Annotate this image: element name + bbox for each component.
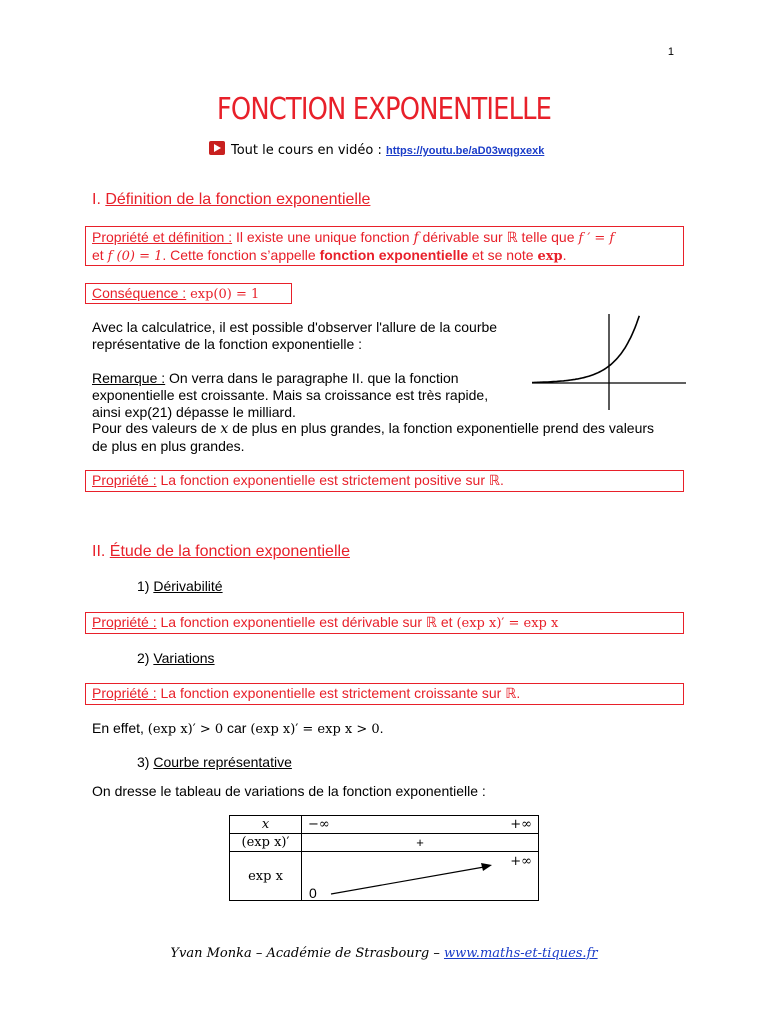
page-title: FONCTION EXPONENTIELLE bbox=[216, 92, 552, 127]
table-minus-inf: −∞ bbox=[308, 817, 330, 832]
variation-table bbox=[229, 815, 539, 901]
property-croissante-box bbox=[85, 683, 684, 705]
prop-deriv-R: ℝ bbox=[425, 614, 437, 630]
en-effet-car: car bbox=[223, 720, 251, 736]
page-number: 1 bbox=[667, 46, 674, 58]
sub3-label: Courbe représentative bbox=[153, 754, 292, 770]
play-icon[interactable] bbox=[209, 141, 225, 155]
table-x-label: x bbox=[230, 816, 302, 834]
tableau-intro: On dresse le tableau de variations de la fonction exponentielle : bbox=[92, 783, 486, 799]
video-link[interactable]: https://youtu.be/aD03wqgxexk bbox=[386, 145, 545, 157]
prop-croiss-label: Propriété : bbox=[92, 685, 157, 701]
table-func-row bbox=[302, 852, 539, 901]
prop-positive-R: ℝ bbox=[488, 472, 500, 488]
remarque-text: On verra dans le paragraphe II. que la fonction exponentielle est croissante. Mais sa croissance est très rapide, ainsi exp(21) dépasse le milliard. bbox=[92, 370, 489, 420]
prop-def-text7: . bbox=[562, 247, 567, 263]
sub1-number: 1) bbox=[137, 578, 154, 594]
prop-positive-label: Propriété : bbox=[92, 472, 157, 488]
table-start-value: 0 bbox=[309, 885, 317, 901]
prop-croiss-end: . bbox=[516, 685, 521, 701]
property-derivable-box bbox=[85, 612, 684, 634]
remarque-label: Remarque : bbox=[92, 370, 166, 386]
prop-def-eq1: f ′ = f bbox=[578, 231, 615, 246]
property-positive-box bbox=[85, 470, 684, 492]
prop-def-text1: Il existe une unique fonction bbox=[232, 229, 414, 245]
consequence-label: Conséquence : bbox=[92, 285, 187, 301]
valeurs-paragraph bbox=[92, 420, 672, 455]
section-2-number: II. bbox=[92, 543, 110, 560]
table-sign: + bbox=[302, 834, 539, 852]
en-effet-f1: (exp x)′ > 0 bbox=[147, 722, 224, 737]
consequence-formula: exp(0) = 1 bbox=[190, 287, 260, 302]
footer-text: Yvan Monka – Académie de Strasbourg – bbox=[170, 946, 444, 961]
prop-def-text3: telle que bbox=[517, 229, 579, 245]
table-func-label: exp x bbox=[230, 852, 302, 901]
sub3-number: 3) bbox=[137, 754, 154, 770]
prop-positive-text: La fonction exponentielle est strictement positive sur bbox=[156, 472, 489, 488]
section-2-title bbox=[92, 543, 350, 561]
section-1-heading: Définition de la fonction exponentielle bbox=[105, 191, 371, 208]
table-plus-inf: +∞ bbox=[510, 817, 532, 832]
sub2-label: Variations bbox=[153, 650, 215, 666]
prop-deriv-et: et bbox=[436, 614, 457, 630]
en-effet-f2: (exp x)′ = exp x > 0 bbox=[250, 722, 380, 737]
subsection-derivabilite bbox=[137, 578, 223, 594]
calculator-paragraph: Avec la calculatrice, il est possible d'observer l'allure de la courbe représentative de la fonction exponentielle : bbox=[92, 319, 498, 352]
subsection-courbe bbox=[137, 754, 292, 770]
video-intro: Tout le cours en vidéo : bbox=[231, 143, 387, 158]
exp-curve bbox=[532, 316, 639, 383]
subsection-variations bbox=[137, 650, 215, 666]
prop-def-R: ℝ bbox=[506, 229, 518, 245]
prop-croiss-R: ℝ bbox=[505, 685, 517, 701]
video-line bbox=[209, 141, 544, 158]
en-effet-text1: En effet, bbox=[92, 720, 148, 736]
prop-def-text4: et bbox=[92, 247, 108, 263]
footer bbox=[0, 946, 768, 961]
valeurs-text2: de plus en plus grandes, la fonction exponentielle prend des valeurs de plus en plus grandes. bbox=[92, 420, 655, 454]
prop-def-f: f bbox=[413, 230, 419, 246]
variation-arrow-head bbox=[481, 863, 492, 871]
table-deriv-label: (exp x)′ bbox=[230, 834, 302, 852]
prop-deriv-text: La fonction exponentielle est dérivable sur bbox=[156, 614, 426, 630]
exponential-graph bbox=[530, 312, 688, 412]
sub1-label: Dérivabilité bbox=[153, 578, 223, 594]
section-1-title bbox=[92, 191, 370, 209]
property-definition-box bbox=[85, 226, 684, 266]
prop-croiss-text: La fonction exponentielle est strictement croissante sur bbox=[156, 685, 506, 701]
section-2-heading: Étude de la fonction exponentielle bbox=[109, 543, 350, 560]
consequence-box bbox=[85, 283, 292, 304]
en-effet-end: . bbox=[379, 720, 384, 736]
prop-def-exp: exp bbox=[537, 249, 563, 264]
prop-positive-end: . bbox=[499, 472, 504, 488]
prop-def-bold: fonction exponentielle bbox=[319, 247, 469, 263]
table-end-value: +∞ bbox=[510, 854, 532, 869]
prop-def-text6: et se note bbox=[468, 247, 538, 263]
valeurs-text1: Pour des valeurs de bbox=[92, 420, 221, 436]
footer-link[interactable]: www.maths-et-tiques.fr bbox=[443, 946, 598, 961]
prop-deriv-formula: (exp x)′ = exp x bbox=[456, 616, 559, 631]
sub2-number: 2) bbox=[137, 650, 154, 666]
prop-def-label: Propriété et définition : bbox=[92, 229, 233, 245]
prop-def-eq2: f (0) = 1 bbox=[107, 249, 163, 264]
remarque-paragraph bbox=[92, 370, 506, 421]
table-arrow bbox=[302, 852, 538, 901]
prop-def-text2: dérivable sur bbox=[418, 229, 507, 245]
table-x-row bbox=[302, 816, 539, 834]
valeurs-x: x bbox=[220, 421, 229, 437]
prop-def-text5: . Cette fonction s’appelle bbox=[162, 247, 320, 263]
variation-arrow-line bbox=[331, 867, 484, 894]
section-1-number: I. bbox=[92, 191, 106, 208]
en-effet-line bbox=[92, 720, 384, 737]
prop-deriv-label: Propriété : bbox=[92, 614, 157, 630]
